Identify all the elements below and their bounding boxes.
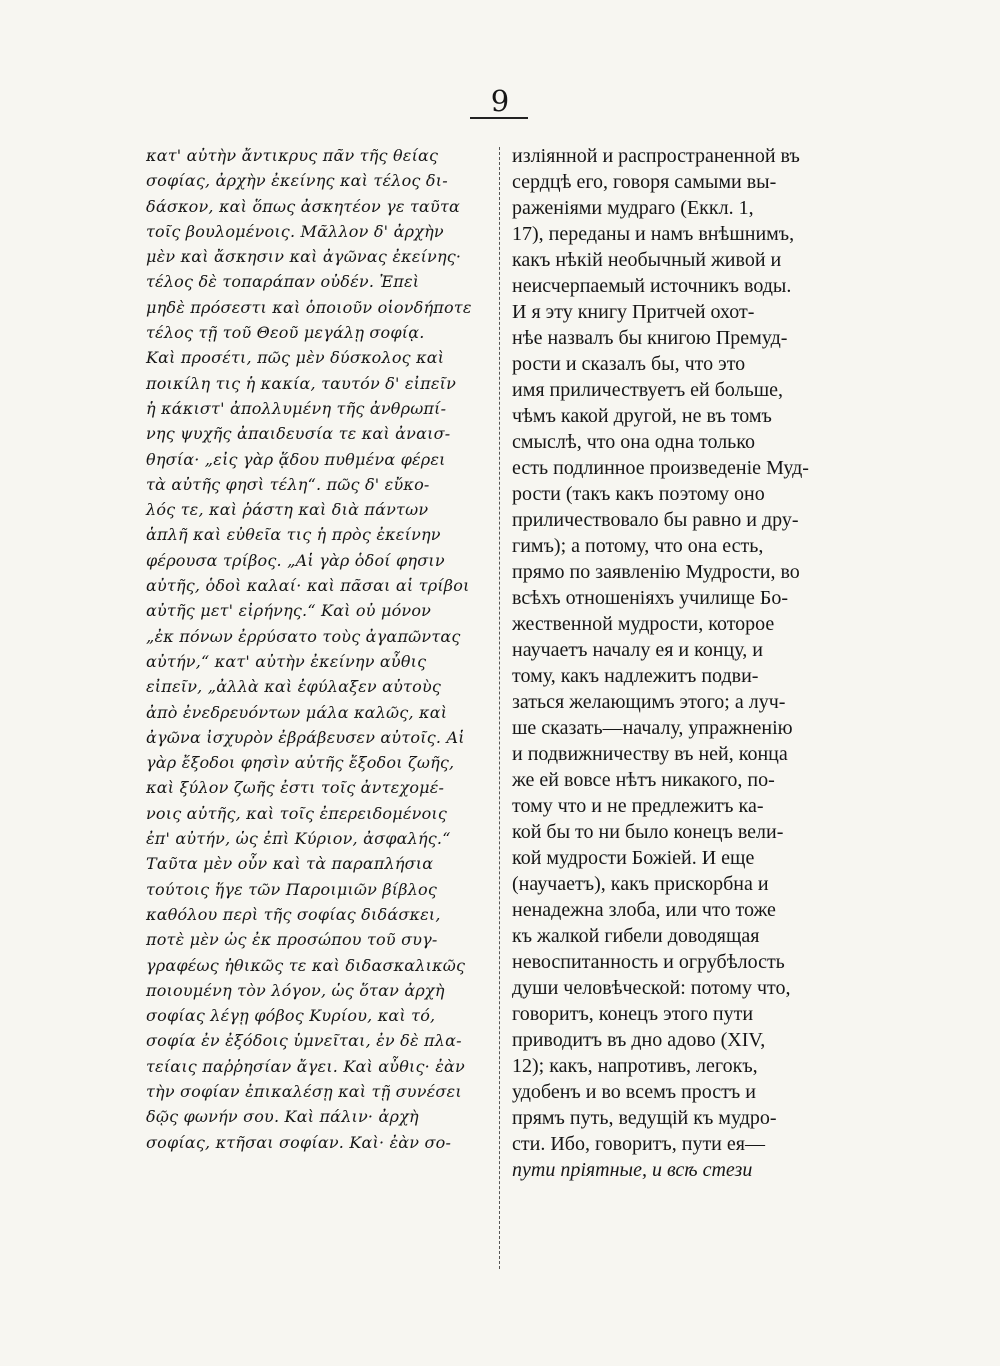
- greek-text-line: τὰ αὐτῆς φησὶ τέλη“. πῶς δ' εὔκο-: [146, 474, 430, 494]
- russian-text-line: гимъ); а потому, что она есть,: [512, 535, 764, 557]
- russian-text-line: раженiями мудраго (Еккл. 1,: [512, 197, 754, 219]
- greek-text-line: ἀγῶνα ἰσχυρὸν ἐβράβευσεν αὐτοῖς. Αἱ: [146, 727, 465, 747]
- russian-text-line: какъ нѣкiй необычный живой и: [512, 249, 782, 271]
- greek-text-line: Ταῦτα μὲν οὖν καὶ τὰ παραπλήσια: [146, 854, 434, 874]
- russian-text-line: прямо по заявленiю Мудрости, во: [512, 561, 800, 583]
- greek-text-line: ποιουμένη τὸν λόγον, ὡς ὅταν ἀρχὴ: [146, 980, 445, 1000]
- greek-text-line: γραφέως ἠθικῶς τε καὶ διδασκαλικῶς: [146, 955, 466, 975]
- greek-text-line: γὰρ ἔξοδοι φησὶν αὐτῆς ἔξοδοι ζωῆς,: [146, 753, 455, 773]
- russian-text-line: ше сказать—началу, упражненiю: [512, 717, 793, 739]
- russian-text-line: приводитъ въ дно адово (XIV,: [512, 1029, 766, 1051]
- greek-text-line: τούτοις ἥγε τῶν Παροιμιῶν βίβλος: [146, 879, 438, 899]
- greek-text-line: σοφίας, κτῆσαι σοφίαν. Καὶ· ἐὰν σο-: [146, 1132, 452, 1152]
- greek-text-line: ποικίλη τις ἡ κακία, ταυτόν δ' εἰπεῖν: [146, 373, 457, 393]
- greek-text-line: τέλος δὲ τοπαράπαν οὐδέν. Ἐπεὶ: [146, 272, 420, 292]
- greek-text-column: [146, 143, 486, 1155]
- greek-text-line: Καὶ προσέτι, πῶς μὲν δύσκολος καὶ: [146, 348, 445, 368]
- greek-text-line: ἀπὸ ἐνεδρευόντων μάλα καλῶς, καὶ: [146, 702, 448, 722]
- greek-text-line: νοις αὐτῆς, καὶ τοῖς ἐπερειδομένοις: [146, 803, 448, 823]
- russian-text-line: 17), переданы и намъ внѣшнимъ,: [512, 223, 795, 245]
- greek-text-line: κατ' αὐτὴν ἄντικρυς πᾶν τῆς θείας: [146, 146, 439, 165]
- column-divider: [499, 147, 500, 1269]
- greek-text-line: τέλος τῇ τοῦ Θεοῦ μεγάλῃ σοφίᾳ.: [146, 323, 425, 343]
- greek-text-line: „ἐκ πόνων ἐρρύσατο τοὺς ἀγαπῶντας: [146, 626, 461, 646]
- russian-text-line: научаетъ началу ея и концу, и: [512, 639, 763, 661]
- greek-text-line: δάσκον, καὶ ὅπως ἀσκητέον γε ταῦτα: [146, 196, 461, 216]
- greek-text-line: ἡ κάκιστ' ἀπολλυμένη τῆς ἀνθρωπί-: [146, 398, 447, 418]
- greek-text-line: καθόλου περὶ τῆς σοφίας διδάσκει,: [146, 904, 441, 924]
- greek-text-line: αὐτῆς μετ' εἰρήνης.“ Καὶ οὐ μόνον: [146, 601, 432, 621]
- russian-text-line: 12); какъ, напротивъ, легокъ,: [512, 1055, 758, 1077]
- russian-text-line: же ей вовсе нѣтъ никакого, по-: [512, 769, 775, 791]
- russian-text-line: удобенъ и во всемъ простъ и: [512, 1081, 756, 1103]
- russian-text-line: говоритъ, конецъ этого пути: [512, 1003, 754, 1025]
- russian-text-line: пути прiятные, и всѣ стези: [512, 1159, 753, 1181]
- greek-text-line: λός τε, καὶ ῥάστη καὶ διὰ πάντων: [146, 500, 429, 520]
- greek-text-line: τὴν σοφίαν ἐπικαλέσῃ καὶ τῇ συνέσει: [146, 1081, 462, 1101]
- russian-text-line: всѣхъ отношенiяхъ училище Бо-: [512, 587, 789, 609]
- greek-text-line: μηδὲ πρόσεστι καὶ ὁποιοῦν οἱονδήποτε: [146, 297, 472, 317]
- greek-text-line: ἐπ' αὐτήν, ὡς ἐπὶ Κύριον, ἀσφαλής.“: [146, 829, 451, 849]
- russian-text-line: жественной мудрости, которое: [512, 613, 775, 635]
- greek-text-line: αὐτήν,“ κατ' αὐτὴν ἐκείνην αὖθις: [146, 651, 427, 671]
- page-number-rule: [470, 117, 528, 119]
- russian-text-line: чѣмъ какой другой, не въ томъ: [512, 405, 772, 427]
- russian-text-line: есть подлинное произведенiе Муд-: [512, 457, 809, 479]
- russian-text-line: прямъ путь, ведущiй къ мудро-: [512, 1107, 777, 1129]
- russian-text-line: смыслѣ, что она одна только: [512, 431, 755, 453]
- russian-text-line: нѣе назвалъ бы книгою Премуд-: [512, 327, 788, 349]
- russian-text-line: (научаетъ), какъ прискорбна и: [512, 873, 769, 895]
- russian-text-column: [512, 143, 854, 1183]
- greek-text-line: εἰπεῖν, „ἀλλὰ καὶ ἐφύλαξεν αὐτοὺς: [146, 677, 442, 697]
- greek-text-line: σοφία ἐν ἐξόδοις ὑμνεῖται, ἐν δὲ πλα-: [146, 1031, 462, 1051]
- russian-text-line: сердцѣ его, говоря самыми вы-: [512, 171, 777, 193]
- greek-text-line: νης ψυχῆς ἀπαιδευσία τε καὶ ἀναισ-: [146, 424, 451, 444]
- russian-text-line: тому, какъ надлежитъ подви-: [512, 665, 759, 687]
- greek-text-line: σοφίας λέγῃ φόβος Κυρίου, καὶ τό,: [146, 1006, 436, 1026]
- russian-text-line: заться желающимъ этого; а луч-: [512, 691, 786, 713]
- russian-text-line: И я эту книгу Притчей охот-: [512, 301, 755, 323]
- greek-text-line: θησία· „εἰς γὰρ ᾅδου πυθμένα φέρει: [146, 449, 446, 469]
- page-number: 9: [490, 84, 510, 118]
- greek-text-line: ποτὲ μὲν ὡς ἐκ προσώπου τοῦ συγ-: [146, 930, 438, 950]
- russian-text-line: неисчерпаемый источникъ воды.: [512, 275, 792, 297]
- greek-text-line: τοῖς βουλομένοις. Μᾶλλον δ' ἀρχὴν: [146, 221, 444, 241]
- russian-text-line: сти. Ибо, говоритъ, пути ея—: [512, 1133, 765, 1155]
- russian-text-line: имя приличествуетъ ей больше,: [512, 379, 784, 401]
- russian-text-line: кой мудрости Божiей. И еще: [512, 847, 755, 869]
- greek-text-line: ἁπλῆ καὶ εὐθεῖα τις ἡ πρὸς ἐκείνην: [146, 525, 441, 545]
- greek-text-line: δῷς φωνήν σου. Καὶ πάλιν· ἀρχὴ: [146, 1107, 419, 1127]
- russian-text-line: ненадежна злоба, или что тоже: [512, 899, 776, 921]
- russian-text-line: рости и сказалъ бы, что это: [512, 353, 746, 375]
- greek-text-line: φέρουσα τρίβος. „Αἱ γὰρ ὁδοί φησιν: [146, 550, 445, 570]
- russian-text-line: тому что и не предлежитъ ка-: [512, 795, 764, 817]
- greek-text-line: τείαις παῤῥησίαν ἄγει. Καὶ αὖθις· ἐὰν: [146, 1056, 465, 1076]
- russian-text-line: кой бы то ни было конецъ вели-: [512, 821, 784, 843]
- russian-text-line: къ жалкой гибели доводящая: [512, 925, 760, 947]
- russian-text-line: приличествовало бы равно и дру-: [512, 509, 799, 531]
- russian-text-line: души человѣческой: потому что,: [512, 977, 791, 999]
- russian-text-line: невоспитанность и огрубѣлость: [512, 951, 785, 973]
- russian-text-line: рости (такъ какъ поэтому оно: [512, 483, 765, 505]
- greek-text-line: αὐτῆς, ὁδοὶ καλαί· καὶ πᾶσαι αἱ τρίβοι: [146, 576, 470, 596]
- russian-text-line: и подвижничеству въ ней, конца: [512, 743, 788, 765]
- greek-text-line: καὶ ξύλον ζωῆς ἐστι τοῖς ἀντεχομέ-: [146, 778, 445, 798]
- greek-text-line: μὲν καὶ ἄσκησιν καὶ ἀγῶνας ἐκείνης·: [146, 247, 462, 267]
- russian-text-line: излiянной и распространенной въ: [512, 145, 800, 167]
- greek-text-line: σοφίας, ἀρχὴν ἐκείνης καὶ τέλος δι-: [146, 171, 448, 191]
